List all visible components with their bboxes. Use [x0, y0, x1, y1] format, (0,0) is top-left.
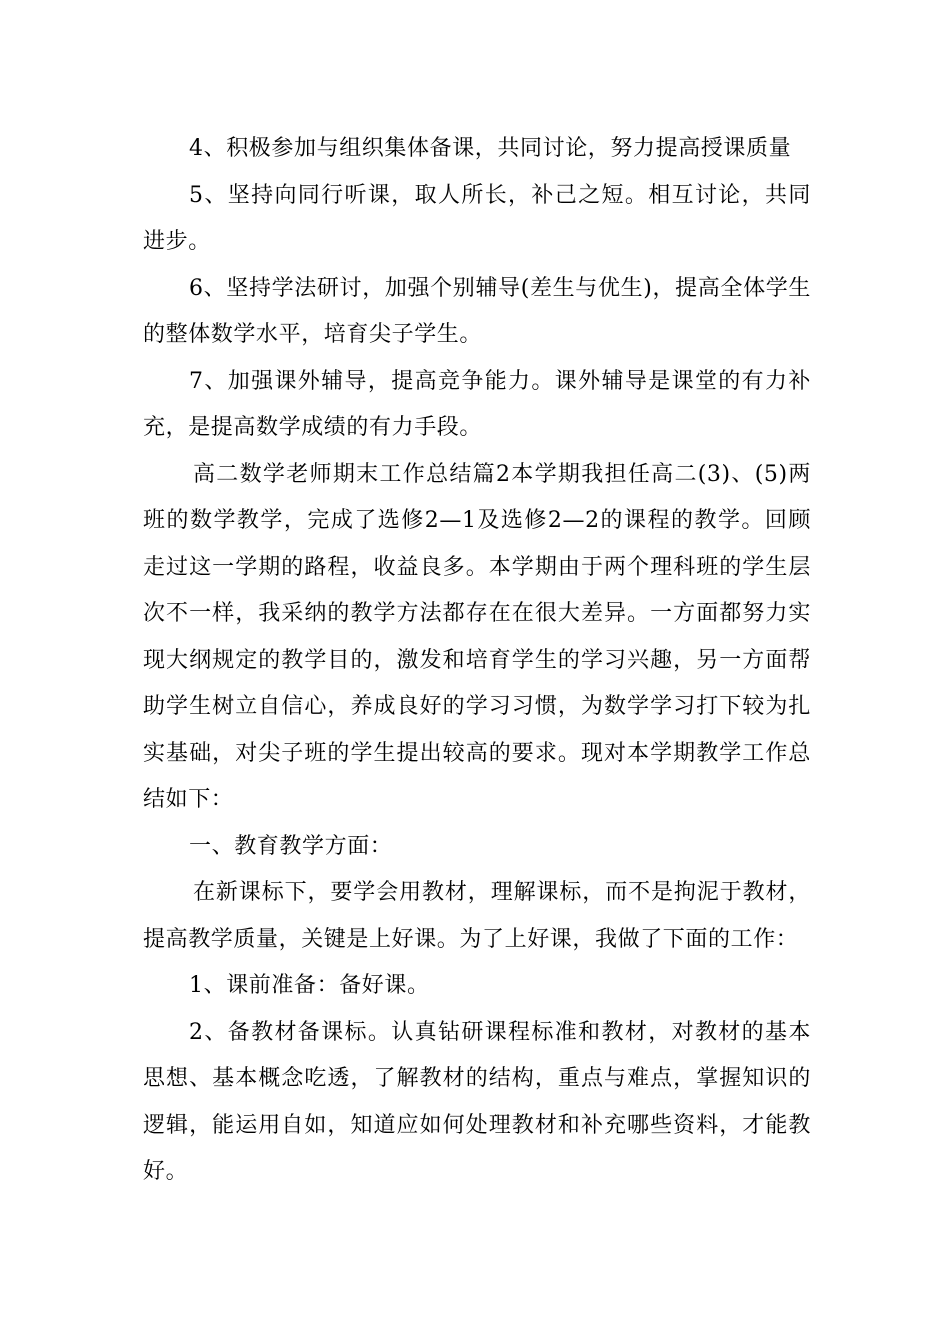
paragraph-item-prep: 1、课前准备：备好课。	[189, 973, 430, 998]
paragraph-item-materials: 2、备教材备课标。认真钻研课程标准和教材，对教材的基本思想、基本概念吃透，了解教材的结构，重点与难点，掌握知识的逻辑，能运用自如，知道应如何处理教材和补充哪些资料，才能教好。	[143, 1019, 811, 1184]
paragraph-item-7: 7、加强课外辅导，提高竞争能力。课外辅导是课堂的有力补充，是提高数学成绩的有力手段。	[143, 368, 811, 440]
paragraph-item-5: 5、坚持向同行听课，取人所长，补己之短。相互讨论，共同进步。	[143, 182, 811, 254]
paragraph-item-4: 4、积极参加与组织集体备课，共同讨论，努力提高授课质量	[189, 136, 792, 161]
paragraph-summary-intro: 高二数学老师期末工作总结篇2本学期我担任高二(3)、(5)两班的数学教学，完成了选修2—1及选修2—2的课程的教学。回顾走过这一学期的路程，收益良多。本学期由于两个理科班的学生层次不一样，我采纳的教学方法都存在在很大差异。一方面都努力实现大纲规定的教学目的，激发和培育学生的学习兴趣，另一方面帮助学生树立自信心，养成良好的学习习惯，为数学学习打下较为扎实基础，对尖子班的学生提出较高的要求。现对本学期教学工作总结如下：	[143, 461, 811, 812]
section-heading-education: 一、教育教学方面：	[189, 833, 393, 859]
paragraph-item-6: 6、坚持学法研讨，加强个别辅导(差生与优生)，提高全体学生的整体数学水平，培育尖子学生。	[143, 275, 811, 347]
paragraph-new-curriculum: 在新课标下，要学会用教材，理解课标，而不是拘泥于教材，提高教学质量，关键是上好课。为了上好课，我做了下面的工作：	[143, 880, 811, 952]
document-body	[143, 126, 811, 1196]
